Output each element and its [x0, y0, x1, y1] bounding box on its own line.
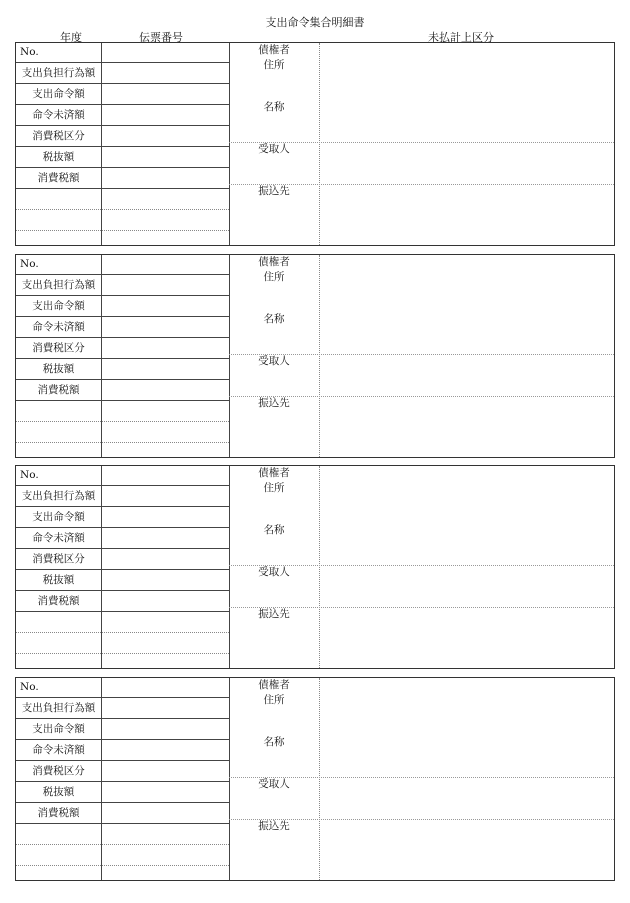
party-label-creditor: 債権者 — [258, 467, 290, 479]
row-label-order-unsettled: 命令未済額 — [32, 744, 85, 756]
form-block — [15, 254, 615, 458]
row-label-pretax-amount: 税抜額 — [42, 151, 75, 163]
form-row — [16, 338, 229, 359]
row-label-pretax-amount: 税抜額 — [42, 574, 75, 586]
row-value-cell[interactable] — [102, 633, 228, 653]
form-row — [16, 359, 229, 380]
row-value-cell[interactable] — [102, 486, 228, 506]
section-divider — [229, 777, 614, 778]
form-row — [16, 84, 229, 105]
row-label-no: No. — [20, 258, 39, 270]
form-row — [16, 845, 229, 866]
row-label-tax-category: 消費税区分 — [32, 130, 85, 142]
form-row — [16, 824, 229, 845]
row-value-cell[interactable] — [102, 84, 228, 104]
row-value-cell[interactable] — [102, 380, 228, 400]
section-divider — [229, 142, 614, 143]
row-value-cell[interactable] — [102, 422, 228, 442]
party-label-name: 名称 — [263, 101, 285, 113]
form-row — [16, 719, 229, 740]
row-label-consumption-tax: 消費税額 — [37, 595, 80, 607]
party-label-name: 名称 — [263, 524, 285, 536]
row-label-no: No. — [20, 469, 39, 481]
row-label-order-unsettled: 命令未済額 — [32, 532, 85, 544]
form-row — [16, 63, 229, 84]
row-label-no: No. — [20, 681, 39, 693]
section-divider — [229, 607, 614, 608]
row-value-cell[interactable] — [102, 866, 228, 886]
row-label-pretax-amount: 税抜額 — [42, 786, 75, 798]
form-block — [15, 677, 615, 881]
row-value-cell[interactable] — [102, 254, 228, 274]
form-row — [16, 866, 229, 887]
row-value-cell[interactable] — [102, 654, 228, 674]
form-row — [16, 168, 229, 189]
column-divider — [319, 43, 320, 245]
row-value-cell[interactable] — [102, 338, 228, 358]
row-value-cell[interactable] — [102, 698, 228, 718]
form-row — [16, 189, 229, 210]
form-row — [16, 633, 229, 654]
row-value-cell[interactable] — [102, 549, 228, 569]
form-row — [16, 105, 229, 126]
row-value-cell[interactable] — [102, 570, 228, 590]
row-label-tax-category: 消費税区分 — [32, 342, 85, 354]
form-block — [15, 42, 615, 246]
party-label-recipient: 受取人 — [258, 778, 290, 790]
row-label-order-amount: 支出命令額 — [32, 511, 85, 523]
form-row — [16, 443, 229, 464]
row-value-cell[interactable] — [102, 105, 228, 125]
row-value-cell[interactable] — [102, 677, 228, 697]
form-row — [16, 782, 229, 803]
section-divider — [229, 396, 614, 397]
header-unpaid-category-label: 未払計上区分 — [428, 31, 494, 44]
party-label-address: 住所 — [263, 59, 285, 71]
party-label-creditor: 債権者 — [258, 44, 290, 56]
column-divider — [319, 466, 320, 668]
party-label-recipient: 受取人 — [258, 566, 290, 578]
section-divider — [229, 354, 614, 355]
row-value-cell[interactable] — [102, 507, 228, 527]
party-label-transfer-to: 振込先 — [258, 608, 290, 620]
form-row — [16, 126, 229, 147]
form-row — [16, 698, 229, 719]
row-label-tax-category: 消費税区分 — [32, 553, 85, 565]
form-row — [16, 275, 229, 296]
row-value-cell[interactable] — [102, 189, 228, 209]
row-value-cell[interactable] — [102, 591, 228, 611]
row-value-cell[interactable] — [102, 168, 228, 188]
section-divider — [229, 184, 614, 185]
row-label-consumption-tax: 消費税額 — [37, 172, 80, 184]
row-value-cell[interactable] — [102, 443, 228, 463]
form-row — [16, 422, 229, 443]
form-row — [16, 654, 229, 675]
row-value-cell[interactable] — [102, 782, 228, 802]
row-label-expenditure-act: 支出負担行為額 — [21, 67, 96, 79]
section-divider — [229, 565, 614, 566]
form-row — [16, 254, 229, 275]
form-row — [16, 231, 229, 252]
party-label-name: 名称 — [263, 736, 285, 748]
form-row — [16, 380, 229, 401]
row-label-no: No. — [20, 46, 39, 58]
row-label-order-amount: 支出命令額 — [32, 723, 85, 735]
row-value-cell[interactable] — [102, 42, 228, 62]
form-row — [16, 677, 229, 698]
row-value-cell[interactable] — [102, 719, 228, 739]
form-row — [16, 740, 229, 761]
row-value-cell[interactable] — [102, 296, 228, 316]
form-row — [16, 210, 229, 231]
party-label-creditor: 債権者 — [258, 679, 290, 691]
party-label-transfer-to: 振込先 — [258, 185, 290, 197]
party-label-recipient: 受取人 — [258, 143, 290, 155]
party-label-recipient: 受取人 — [258, 355, 290, 367]
party-label-transfer-to: 振込先 — [258, 397, 290, 409]
section-divider — [229, 819, 614, 820]
form-row — [16, 549, 229, 570]
form-row — [16, 803, 229, 824]
party-label-name: 名称 — [263, 313, 285, 325]
row-value-cell[interactable] — [102, 465, 228, 485]
column-divider — [319, 678, 320, 880]
form-row — [16, 486, 229, 507]
row-value-cell[interactable] — [102, 317, 228, 337]
row-label-order-unsettled: 命令未済額 — [32, 109, 85, 121]
party-label-address: 住所 — [263, 271, 285, 283]
row-label-consumption-tax: 消費税額 — [37, 807, 80, 819]
party-label-transfer-to: 振込先 — [258, 820, 290, 832]
row-value-cell[interactable] — [102, 210, 228, 230]
row-label-expenditure-act: 支出負担行為額 — [21, 279, 96, 291]
row-label-tax-category: 消費税区分 — [32, 765, 85, 777]
form-row — [16, 317, 229, 338]
row-value-cell[interactable] — [102, 359, 228, 379]
form-row — [16, 570, 229, 591]
form-row — [16, 296, 229, 317]
column-divider — [319, 255, 320, 457]
form-row — [16, 42, 229, 63]
party-label-creditor: 債権者 — [258, 256, 290, 268]
row-value-cell[interactable] — [102, 528, 228, 548]
form-row — [16, 761, 229, 782]
form-row — [16, 147, 229, 168]
row-value-cell[interactable] — [102, 761, 228, 781]
row-value-cell[interactable] — [102, 275, 228, 295]
row-label-expenditure-act: 支出負担行為額 — [21, 490, 96, 502]
row-label-order-amount: 支出命令額 — [32, 300, 85, 312]
row-value-cell[interactable] — [102, 803, 228, 823]
row-label-order-amount: 支出命令額 — [32, 88, 85, 100]
header-year-label: 年度 — [60, 31, 82, 44]
form-block — [15, 465, 615, 669]
row-value-cell[interactable] — [102, 740, 228, 760]
row-value-cell[interactable] — [102, 126, 228, 146]
party-label-address: 住所 — [263, 482, 285, 494]
form-row — [16, 465, 229, 486]
document-title: 支出命令集合明細書 — [265, 16, 365, 29]
row-value-cell[interactable] — [102, 147, 228, 167]
row-value-cell[interactable] — [102, 824, 228, 844]
row-label-consumption-tax: 消費税額 — [37, 384, 80, 396]
row-value-cell[interactable] — [102, 231, 228, 251]
row-value-cell[interactable] — [102, 63, 228, 83]
form-row — [16, 612, 229, 633]
row-label-expenditure-act: 支出負担行為額 — [21, 702, 96, 714]
party-label-address: 住所 — [263, 694, 285, 706]
row-value-cell[interactable] — [102, 401, 228, 421]
header-slip-number-label: 伝票番号 — [139, 31, 183, 44]
form-row — [16, 591, 229, 612]
row-label-pretax-amount: 税抜額 — [42, 363, 75, 375]
row-value-cell[interactable] — [102, 845, 228, 865]
form-row — [16, 507, 229, 528]
form-row — [16, 401, 229, 422]
row-label-order-unsettled: 命令未済額 — [32, 321, 85, 333]
form-row — [16, 528, 229, 549]
row-value-cell[interactable] — [102, 612, 228, 632]
